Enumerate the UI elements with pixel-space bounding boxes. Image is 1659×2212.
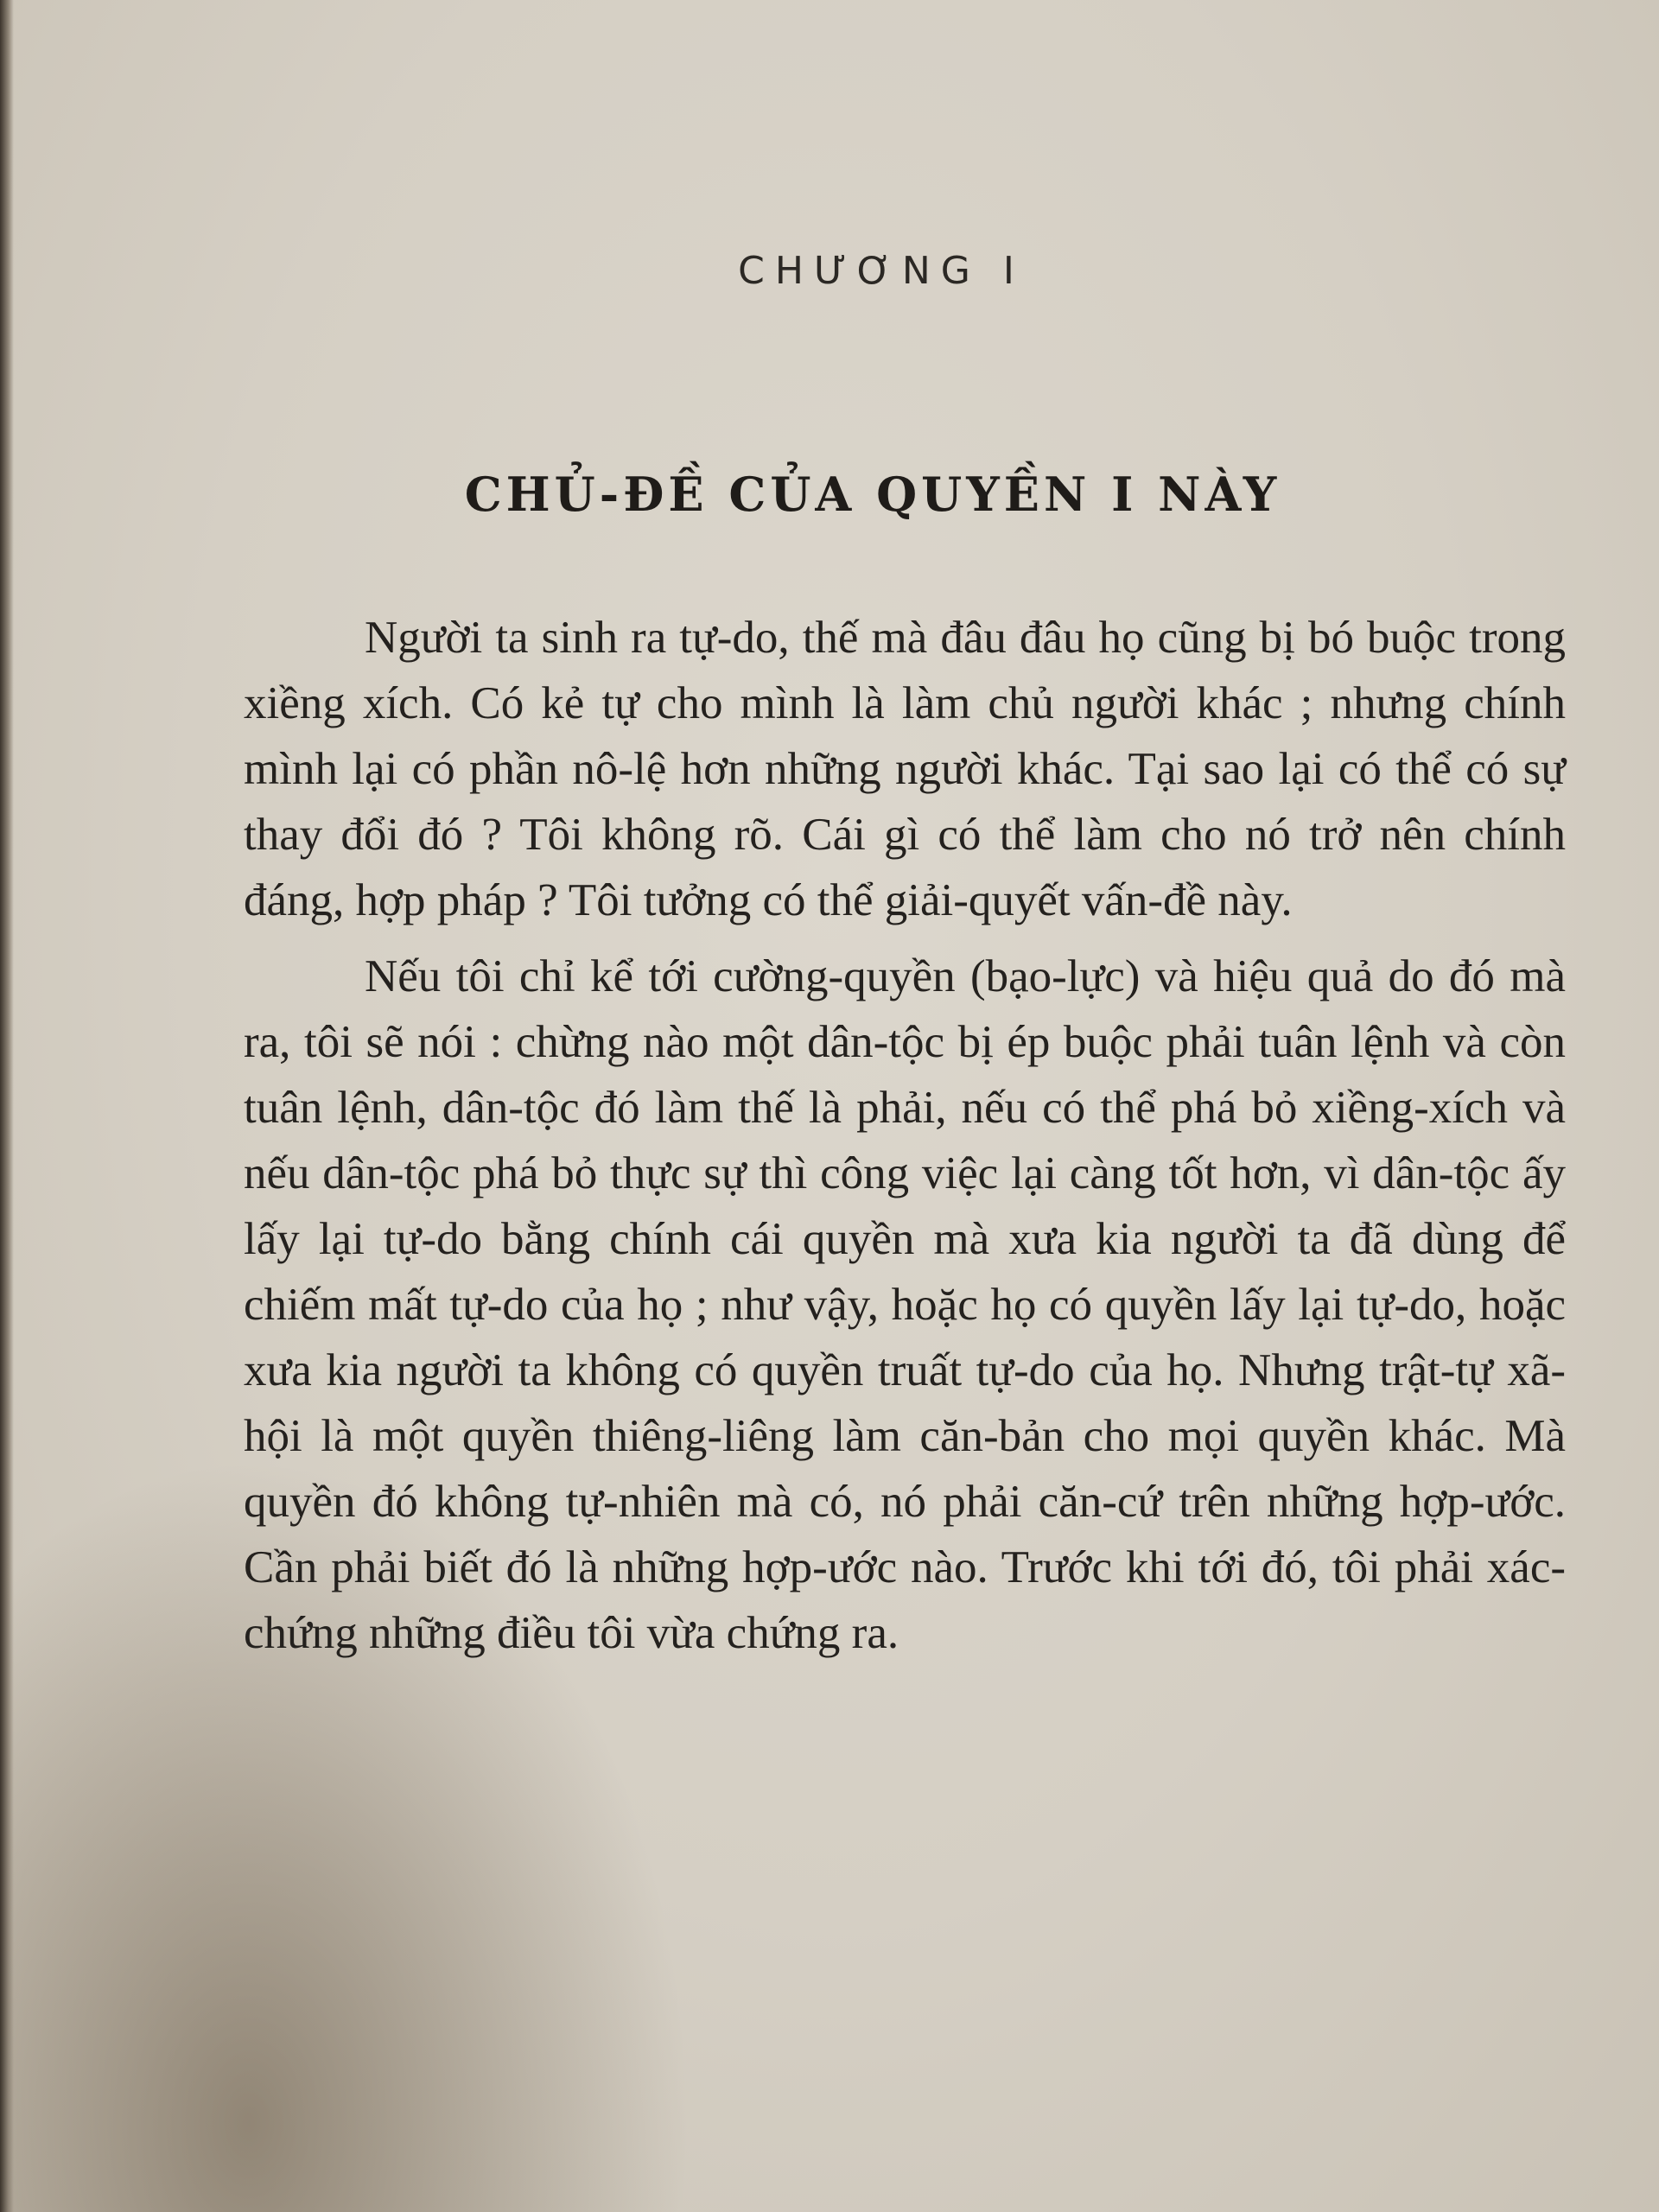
body-text (244, 605, 1566, 1666)
chapter-label: CHƯƠNG I (738, 249, 1025, 293)
page-binding-edge (0, 0, 14, 2212)
chapter-title: CHỦ-ĐỀ CỦA QUYỀN I NÀY (464, 467, 1281, 522)
paragraph-1: Người ta sinh ra tự-do, thế mà đâu đâu họ cũng bị bó buộc trong xiềng xích. Có kẻ tự cho mình là làm chủ người khác ; nhưng chính mình lại có phần nô-lệ hơn những người khác. Tại sao lại có thể có sự thay đổi đó ? Tôi không rõ. Cái gì có thể làm cho nó trở nên chính đáng, hợp pháp ? Tôi tưởng có thể giải-quyết vấn-đề này. (244, 613, 1566, 925)
paragraph-2: Nếu tôi chỉ kể tới cường-quyền (bạo-lực) và hiệu quả do đó mà ra, tôi sẽ nói : chừng nào một dân-tộc bị ép buộc phải tuân lệnh và còn tuân lệnh, dân-tộc đó làm thế là phải, nếu có thể phá bỏ xiềng-xích và nếu dân-tộc phá bỏ thực sự thì công việc lại càng tốt hơn, vì dân-tộc ấy lấy lại tự-do bằng chính cái quyền mà xưa kia người ta đã dùng để chiếm mất tự-do của họ ; như vậy, hoặc họ có quyền lấy lại tự-do, hoặc xưa kia người ta không có quyền truất tự-do của họ. Nhưng trật-tự xã-hội là một quyền thiêng-liêng làm căn-bản cho mọi quyền khác. Mà quyền đó không tự-nhiên mà có, nó phải căn-cứ trên những hợp-ước. Cần phải biết đó là những hợp-ước nào. Trước khi tới đó, tôi phải xác-chứng những điều tôi vừa chứng ra. (244, 951, 1566, 1658)
